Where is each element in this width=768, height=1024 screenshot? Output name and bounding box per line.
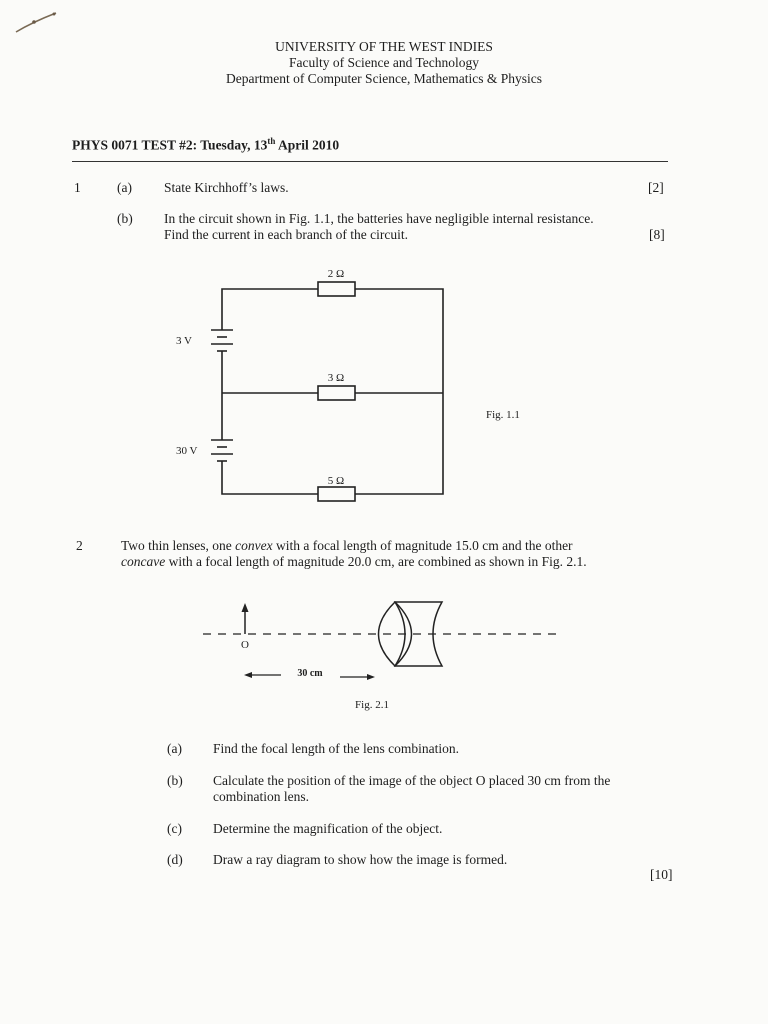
question-1a-marks: [2] [648,180,664,195]
label-2-ohm: 2 Ω [327,268,345,280]
label-3-ohm: 3 Ω [327,372,345,384]
distance-label: 30 cm [297,668,323,679]
question-1-number: 1 [74,180,81,195]
intro-text: Two thin lenses, one [121,538,236,553]
question-1b-marks: [8] [649,227,665,242]
intro-emphasis-convex: convex [235,538,273,553]
university-name: UNIVERSITY OF THE WEST INDIES [275,39,493,54]
question-2-number: 2 [76,538,83,553]
question-1a-label: (a) [117,180,132,195]
question-1a-text: State Kirchhoff’s laws. [164,180,289,195]
question-1b-label: (b) [117,211,133,226]
question-2c-text: Determine the magnification of the object. [213,821,443,836]
object-arrow-head [242,603,249,612]
label-5-ohm: 5 Ω [327,475,345,487]
figure-2-1-caption: Fig. 2.1 [355,699,389,711]
department-name: Department of Computer Science, Mathematics & Physics [225,71,543,86]
question-2b-text-line1: Calculate the position of the image of the object O placed 30 cm from the [213,773,611,788]
label-3v: 3 V [176,335,192,347]
question-2b-text-line2: combination lens. [213,789,309,804]
question-2a-text: Find the focal length of the lens combination. [213,741,459,756]
object-label: O [241,639,249,651]
question-2c-label: (c) [167,821,182,836]
question-1b-text-line1: In the circuit shown in Fig. 1.1, the batteries have negligible internal resistance. [164,211,594,226]
label-30v: 30 V [176,445,198,457]
intro-text: with a focal length of magnitude 20.0 cm, are combined as shown in Fig. 2.1. [165,554,587,569]
intro-text: with a focal length of magnitude 15.0 cm and the other [272,538,573,553]
faculty-name: Faculty of Science and Technology [288,55,479,70]
intro-emphasis-concave: concave [121,554,166,569]
question-2d-label: (d) [167,852,183,867]
question-2a-label: (a) [167,741,182,756]
question-2b-label: (b) [167,773,183,788]
test-title-date: April 2010 [275,137,340,153]
distance-arrowhead-left [244,672,252,678]
test-title-sup: th [267,136,276,146]
question-2-marks: [10] [650,867,673,882]
question-1b-text-line2: Find the current in each branch of the circuit. [164,227,409,242]
test-title-main: PHYS 0071 TEST #2: Tuesday, 13 [72,137,268,153]
distance-arrowhead-right [367,674,375,680]
question-2d-text: Draw a ray diagram to show how the image is formed. [213,852,508,867]
figure-1-1-caption: Fig. 1.1 [486,409,520,421]
